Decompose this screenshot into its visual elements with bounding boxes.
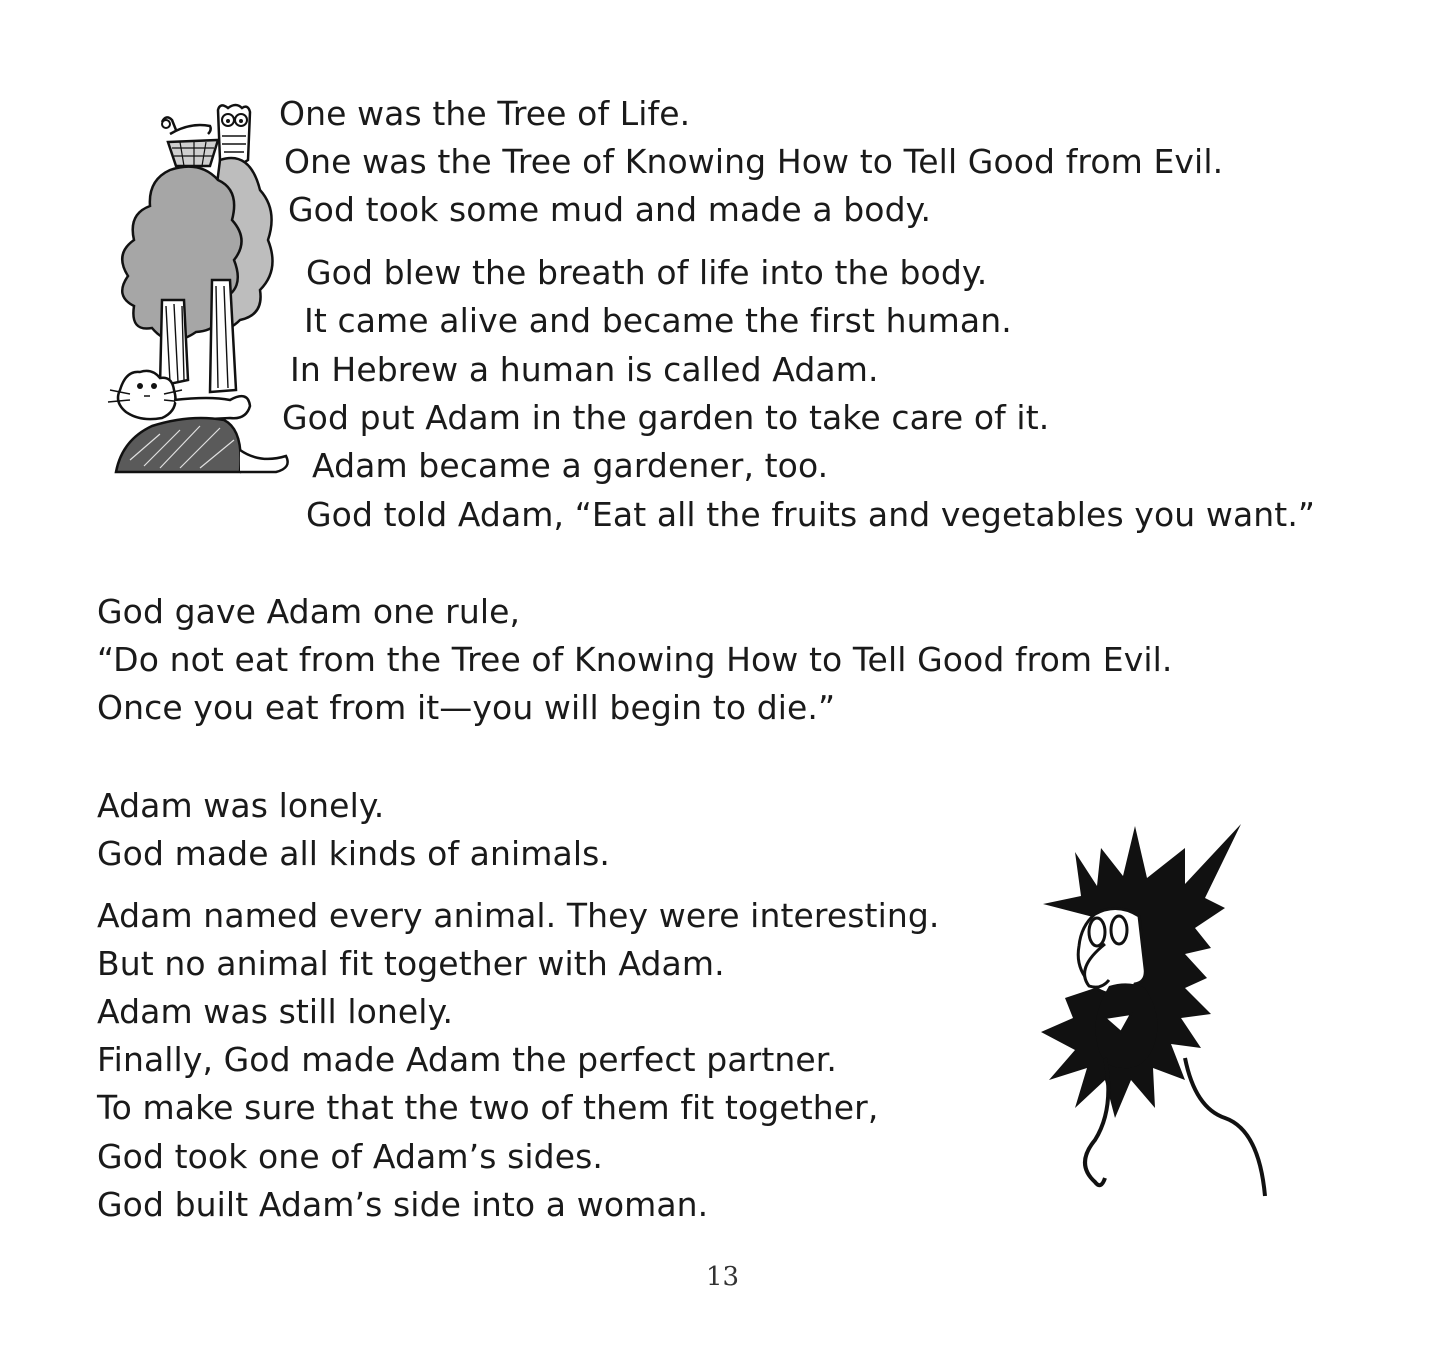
beard [1096,983,1158,1068]
trees-illustration [100,100,300,485]
text-line: Adam was still lonely. [97,992,454,1031]
text-line: In Hebrew a human is called Adam. [290,350,879,389]
text-line: One was the Tree of Life. [279,94,691,133]
adam-illustration [1035,818,1280,1203]
bird-icon [162,117,218,166]
text-line: It came alive and became the first human. [304,301,1012,340]
rock [116,418,241,472]
text-line: Finally, God made Adam the perfect partner. [97,1040,838,1079]
text-line: God made all kinds of animals. [97,834,611,873]
text-line: But no animal fit together with Adam. [97,944,725,983]
text-line: God took one of Adam’s sides. [97,1137,603,1176]
text-line: To make sure that the two of them fit together, [97,1088,879,1127]
text-line: Adam named every animal. They were interesting. [97,896,940,935]
text-line: God took some mud and made a body. [288,190,932,229]
text-line: Adam became a gardener, too. [312,446,829,485]
page-number: 13 [705,1262,740,1292]
text-line: One was the Tree of Knowing How to Tell Good from Evil. [284,142,1224,181]
text-line: God gave Adam one rule, [97,592,521,631]
text-line: God put Adam in the garden to take care of it. [282,398,1050,437]
text-line: Once you eat from it—you will begin to die.” [97,688,836,727]
text-line: Adam was lonely. [97,786,385,825]
owl-icon [218,105,250,165]
text-line: “Do not eat from the Tree of Knowing How to Tell Good from Evil. [97,640,1173,679]
text-line: God blew the breath of life into the body. [306,253,988,292]
text-line: God built Adam’s side into a woman. [97,1185,709,1224]
text-line: God told Adam, “Eat all the fruits and vegetables you want.” [306,495,1316,534]
